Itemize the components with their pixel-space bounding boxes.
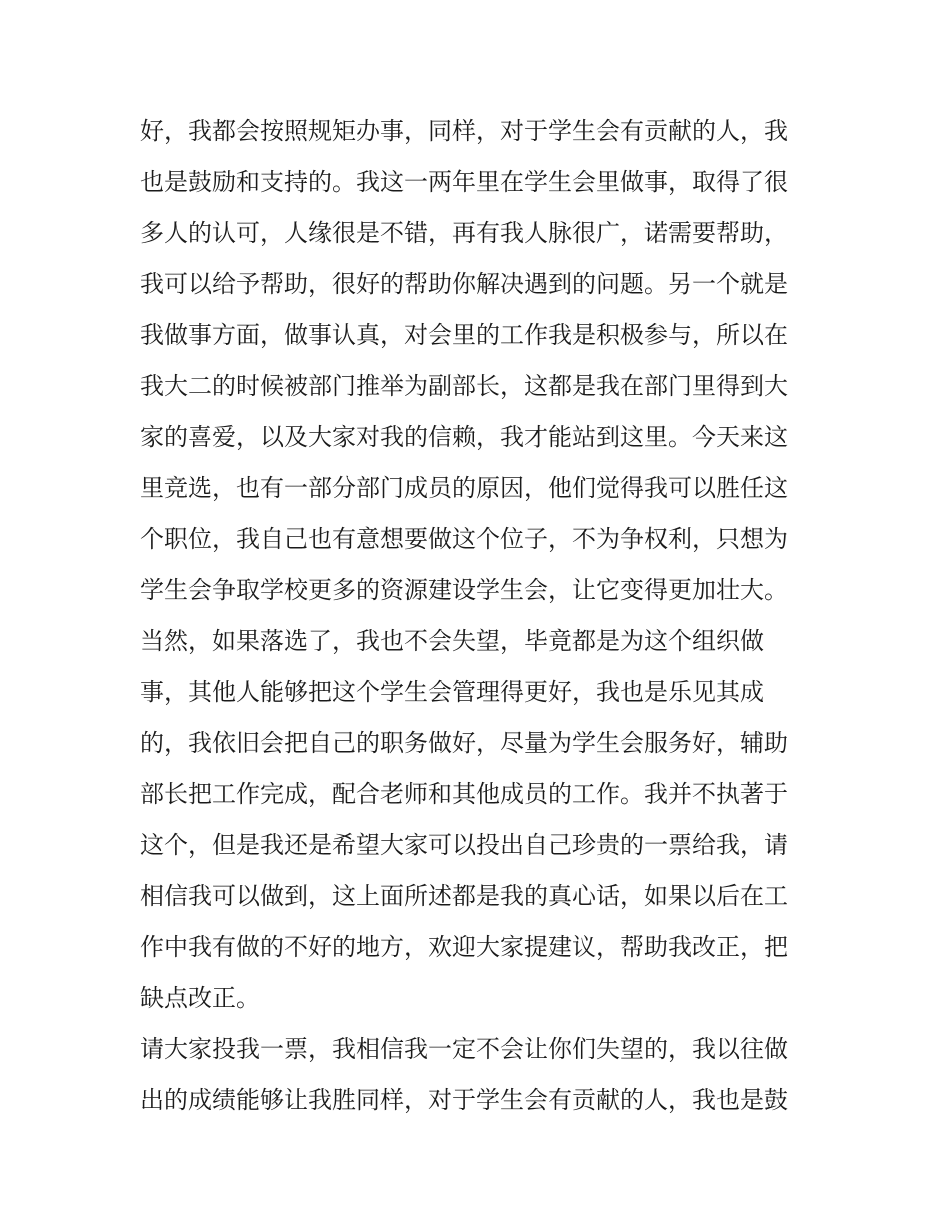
- text-line: 作中我有做的不好的地方，欢迎大家提建议，帮助我改正，把: [140, 933, 788, 961]
- text-line: 我大二的时候被部门推举为副部长，这都是我在部门里得到大: [140, 372, 788, 400]
- text-line: 缺点改正。: [140, 984, 260, 1012]
- text-line: 家的喜爱，以及大家对我的信赖，我才能站到这里。今天来这: [140, 423, 788, 451]
- text-line: 出的成绩能够让我胜同样，对于学生会有贡献的人，我也是鼓: [140, 1086, 788, 1114]
- text-line: 这个，但是我还是希望大家可以投出自己珍贵的一票给我，请: [140, 831, 788, 859]
- text-line: 好，我都会按照规矩办事，同样，对于学生会有贡献的人，我: [140, 117, 788, 145]
- text-line: 我做事方面，做事认真，对会里的工作我是积极参与，所以在: [140, 321, 788, 349]
- text-line: 当然，如果落选了，我也不会失望，毕竟都是为这个组织做: [140, 627, 764, 655]
- text-line: 我可以给予帮助，很好的帮助你解决遇到的问题。另一个就是: [140, 270, 788, 298]
- text-line: 个职位，我自己也有意想要做这个位子，不为争权利，只想为: [140, 525, 788, 553]
- text-line: 部长把工作完成，配合老师和其他成员的工作。我并不执著于: [140, 780, 788, 808]
- text-line: 请大家投我一票，我相信我一定不会让你们失望的，我以往做: [140, 1035, 788, 1063]
- text-line: 里竞选，也有一部分部门成员的原因，他们觉得我可以胜任这: [140, 474, 788, 502]
- text-line: 的，我依旧会把自己的职务做好，尽量为学生会服务好，辅助: [140, 729, 788, 757]
- text-line: 相信我可以做到，这上面所述都是我的真心话，如果以后在工: [140, 882, 788, 910]
- text-line: 多人的认可，人缘很是不错，再有我人脉很广，诺需要帮助，: [140, 219, 788, 247]
- text-line: 事，其他人能够把这个学生会管理得更好，我也是乐见其成: [140, 678, 764, 706]
- text-line: 学生会争取学校更多的资源建设学生会，让它变得更加壮大。: [140, 576, 788, 604]
- body-text: [140, 106, 820, 1126]
- text-line: 也是鼓励和支持的。我这一两年里在学生会里做事，取得了很: [140, 168, 788, 196]
